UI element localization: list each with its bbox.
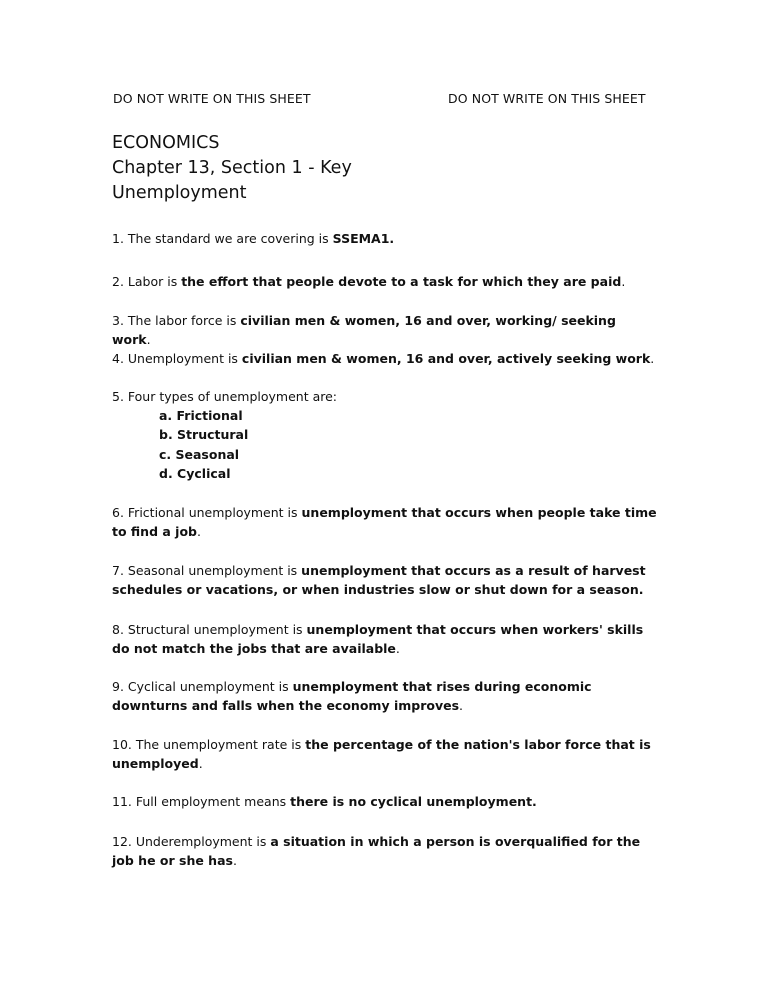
question-12	[112, 832, 657, 870]
question-lead: 7. Seasonal unemployment is	[112, 563, 302, 578]
question-8	[112, 620, 657, 658]
question-lead: 1. The standard we are covering is	[112, 231, 333, 246]
title-block	[112, 131, 352, 206]
question-lead: 8. Structural unemployment is	[112, 622, 307, 637]
question-lead: 6. Frictional unemployment is	[112, 505, 302, 520]
question-tail: .	[197, 524, 201, 539]
question-answer: civilian men & women, 16 and over, working/ seeking work	[112, 313, 616, 347]
question-lead: 5. Four types of unemployment are:	[112, 389, 338, 404]
question-tail: .	[650, 351, 655, 366]
question-6	[112, 503, 657, 541]
question-lead: 3. The labor force is	[112, 313, 241, 328]
subject-title: ECONOMICS	[112, 133, 220, 153]
unemployment-types-list	[159, 406, 248, 483]
question-5	[112, 387, 657, 406]
question-7	[112, 561, 657, 599]
question-answer: a situation in which a person is overqualified for the job he or she has	[112, 834, 641, 868]
question-tail: .	[232, 853, 237, 868]
question-tail: .	[198, 756, 203, 771]
question-lead: 10. The unemployment rate is	[112, 737, 306, 752]
question-answer: unemployment that occurs when people take time to find a job	[112, 505, 657, 539]
question-lead: 4. Unemployment is	[112, 351, 242, 366]
type-item: d. Cyclical	[159, 465, 231, 481]
question-3	[112, 311, 657, 349]
question-11	[112, 792, 657, 811]
question-answer: unemployment that occurs as a result of harvest schedules or vacations, or when industries slow or shut down for a season.	[112, 563, 646, 597]
question-2	[112, 272, 657, 291]
question-answer: there is no cyclical unemployment.	[290, 794, 537, 809]
question-answer: unemployment that rises during economic downturns and falls when the economy improves	[112, 679, 592, 713]
question-9	[112, 677, 657, 715]
header-right-notice: DO NOT WRITE ON THIS SHEET	[448, 91, 646, 106]
question-lead: 2. Labor is	[112, 274, 182, 289]
question-tail: .	[621, 274, 626, 289]
question-1	[112, 229, 657, 248]
question-lead: 9. Cyclical unemployment is	[112, 679, 293, 694]
topic-title: Unemployment	[112, 183, 247, 203]
question-answer: unemployment that occurs when workers' skills do not match the jobs that are available	[112, 622, 644, 656]
type-item: c. Seasonal	[159, 446, 240, 462]
header-left-notice: DO NOT WRITE ON THIS SHEET	[113, 91, 311, 106]
type-item: b. Structural	[159, 427, 249, 443]
question-4	[112, 349, 657, 368]
question-answer: the percentage of the nation's labor force that is unemployed	[112, 737, 651, 771]
question-tail: .	[459, 698, 464, 713]
question-tail: .	[395, 641, 400, 656]
question-lead: 11. Full employment means	[112, 794, 291, 809]
question-10	[112, 735, 657, 773]
type-item: a. Frictional	[159, 408, 243, 423]
question-answer: SSEMA1.	[332, 231, 395, 246]
question-tail: .	[146, 332, 151, 347]
chapter-title: Chapter 13, Section 1 - Key	[112, 158, 352, 178]
question-lead: 12. Underemployment is	[112, 834, 271, 849]
question-answer: civilian men & women, 16 and over, actively seeking work	[241, 351, 651, 366]
question-answer: the effort that people devote to a task for which they are paid	[181, 274, 622, 289]
